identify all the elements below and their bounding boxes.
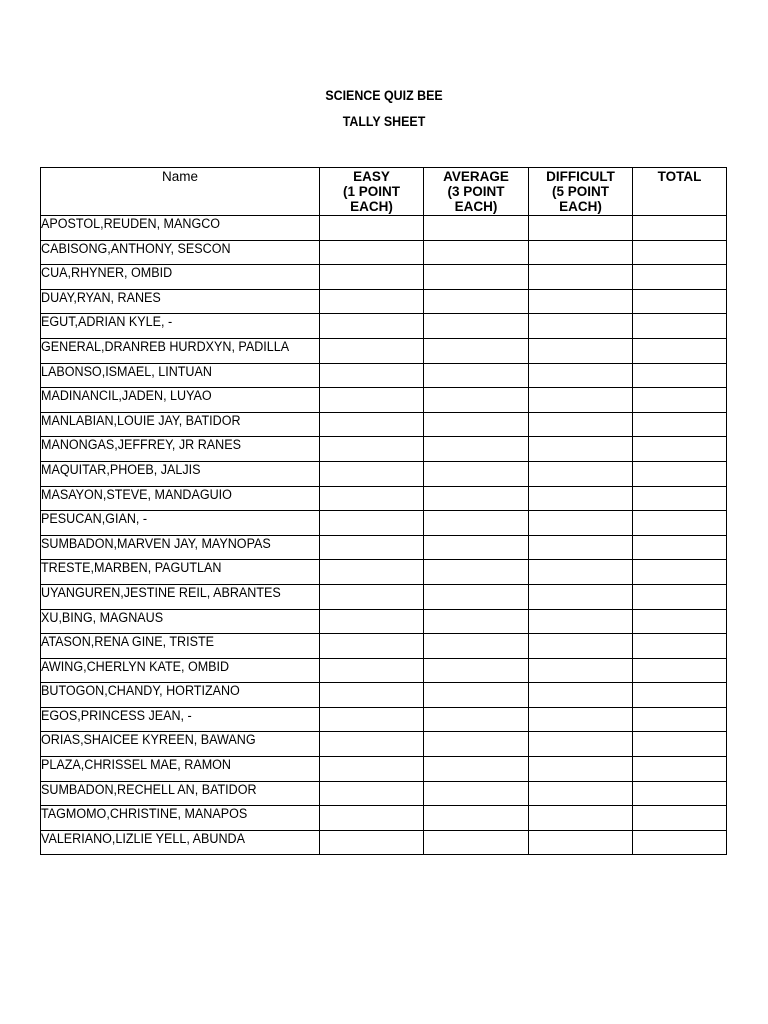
total-score-cell [633,584,727,609]
contestant-name-cell [41,314,320,339]
average-score-cell [424,240,529,265]
table-row [41,535,727,560]
average-score-cell [424,314,529,339]
contestant-name: CUA,RHYNER, OMBID [41,265,173,281]
total-score-cell [633,806,727,831]
difficult-score-cell [529,240,633,265]
total-score-cell [633,634,727,659]
contestant-name-cell [41,338,320,363]
easy-score-cell [320,289,424,314]
table-row [41,437,727,462]
easy-score-cell [320,314,424,339]
table-row [41,289,727,314]
average-score-cell [424,338,529,363]
difficult-score-cell [529,584,633,609]
contestant-name-cell [41,437,320,462]
contestant-name: MASAYON,STEVE, MANDAGUIO [41,486,232,502]
header-easy-line: (1 POINT [342,184,400,199]
easy-score-cell [320,486,424,511]
table-row [41,511,727,536]
table-row [41,658,727,683]
header-average [424,168,529,216]
contestant-name: ORIAS,SHAICEE KYREEN, BAWANG [41,732,256,748]
difficult-score-cell [529,683,633,708]
tally-table [40,167,727,855]
contestant-name: SUMBADON,RECHELL AN, BATIDOR [41,781,257,797]
average-score-cell [424,757,529,782]
contestant-name-cell [41,265,320,290]
contestant-name-cell [41,486,320,511]
easy-score-cell [320,388,424,413]
difficult-score-cell [529,461,633,486]
difficult-score-cell [529,289,633,314]
table-row [41,240,727,265]
difficult-score-cell [529,486,633,511]
header-difficult-line: EACH) [559,199,602,214]
average-score-cell [424,634,529,659]
average-score-cell [424,732,529,757]
average-score-cell [424,535,529,560]
table-row [41,634,727,659]
contestant-name-cell [41,634,320,659]
contestant-name: MANLABIAN,LOUIE JAY, BATIDOR [41,412,241,428]
header-difficult-line: DIFFICULT [546,169,615,184]
contestant-name: GENERAL,DRANREB HURDXYN, PADILLA [41,338,290,354]
table-row [41,338,727,363]
total-score-cell [633,757,727,782]
difficult-score-cell [529,732,633,757]
easy-score-cell [320,535,424,560]
difficult-score-cell [529,560,633,585]
easy-score-cell [320,634,424,659]
contestant-name: MADINANCIL,JADEN, LUYAO [41,388,212,404]
contestant-name: BUTOGON,CHANDY, HORTIZANO [41,683,240,699]
average-score-cell [424,781,529,806]
contestant-name: PLAZA,CHRISSEL MAE, RAMON [41,757,231,773]
difficult-score-cell [529,437,633,462]
average-score-cell [424,683,529,708]
total-score-cell [633,216,727,241]
easy-score-cell [320,461,424,486]
contestant-name: XU,BING, MAGNAUS [41,609,164,625]
difficult-score-cell [529,781,633,806]
average-score-cell [424,486,529,511]
table-row [41,314,727,339]
contestant-name: SUMBADON,MARVEN JAY, MAYNOPAS [41,535,271,551]
average-score-cell [424,707,529,732]
tally-body [41,216,727,855]
easy-score-cell [320,338,424,363]
header-easy-line: EACH) [350,199,393,214]
contestant-name: TRESTE,MARBEN, PAGUTLAN [41,560,222,576]
total-score-cell [633,560,727,585]
document-title: SCIENCE QUIZ BEE [325,88,443,103]
total-score-cell [633,363,727,388]
easy-score-cell [320,732,424,757]
header-easy-line: EASY [353,169,390,184]
table-row [41,461,727,486]
contestant-name-cell [41,289,320,314]
contestant-name-cell [41,584,320,609]
document-subtitle: TALLY SHEET [342,114,426,129]
difficult-score-cell [529,658,633,683]
contestant-name: CABISONG,ANTHONY, SESCON [41,240,231,256]
easy-score-cell [320,511,424,536]
average-score-cell [424,584,529,609]
easy-score-cell [320,806,424,831]
table-row [41,609,727,634]
contestant-name: AWING,CHERLYN KATE, OMBID [41,658,230,674]
header-difficult-line: (5 POINT [551,184,609,199]
total-score-cell [633,240,727,265]
easy-score-cell [320,265,424,290]
table-row [41,363,727,388]
contestant-name: DUAY,RYAN, RANES [41,289,161,305]
total-score-cell [633,289,727,314]
total-score-cell [633,535,727,560]
difficult-score-cell [529,511,633,536]
total-score-cell [633,461,727,486]
difficult-score-cell [529,535,633,560]
easy-score-cell [320,216,424,241]
header-average-line: AVERAGE [443,169,509,184]
total-score-cell [633,314,727,339]
contestant-name-cell [41,363,320,388]
easy-score-cell [320,781,424,806]
total-score-cell [633,830,727,855]
average-score-cell [424,363,529,388]
difficult-score-cell [529,363,633,388]
header-row [41,168,727,216]
easy-score-cell [320,437,424,462]
contestant-name-cell [41,732,320,757]
total-score-cell [633,437,727,462]
difficult-score-cell [529,757,633,782]
contestant-name-cell [41,658,320,683]
total-score-cell [633,338,727,363]
contestant-name: EGUT,ADRIAN KYLE, - [41,314,173,330]
table-row [41,388,727,413]
header-average-line: (3 POINT [447,184,505,199]
contestant-name: PESUCAN,GIAN, - [41,511,148,527]
easy-score-cell [320,830,424,855]
difficult-score-cell [529,806,633,831]
average-score-cell [424,265,529,290]
difficult-score-cell [529,634,633,659]
total-score-cell [633,388,727,413]
contestant-name: MANONGAS,JEFFREY, JR RANES [41,437,241,453]
table-row [41,486,727,511]
difficult-score-cell [529,314,633,339]
average-score-cell [424,511,529,536]
difficult-score-cell [529,412,633,437]
easy-score-cell [320,683,424,708]
difficult-score-cell [529,609,633,634]
table-row [41,216,727,241]
table-row [41,412,727,437]
contestant-name-cell [41,609,320,634]
total-score-cell [633,609,727,634]
contestant-name-cell [41,757,320,782]
contestant-name-cell [41,830,320,855]
contestant-name-cell [41,560,320,585]
total-score-cell [633,707,727,732]
total-score-cell [633,781,727,806]
table-row [41,781,727,806]
total-score-cell [633,658,727,683]
contestant-name-cell [41,511,320,536]
total-score-cell [633,412,727,437]
header-total [633,168,727,216]
header-average-line: EACH) [454,199,498,214]
average-score-cell [424,412,529,437]
total-score-cell [633,683,727,708]
table-row [41,683,727,708]
contestant-name: TAGMOMO,CHRISTINE, MANAPOS [41,806,248,822]
easy-score-cell [320,658,424,683]
contestant-name-cell [41,240,320,265]
contestant-name-cell [41,535,320,560]
total-score-cell [633,511,727,536]
contestant-name: VALERIANO,LIZLIE YELL, ABUNDA [41,830,245,846]
contestant-name-cell [41,412,320,437]
difficult-score-cell [529,216,633,241]
easy-score-cell [320,560,424,585]
table-row [41,732,727,757]
average-score-cell [424,609,529,634]
contestant-name-cell [41,707,320,732]
average-score-cell [424,216,529,241]
easy-score-cell [320,412,424,437]
header-difficult [529,168,633,216]
table-row [41,806,727,831]
easy-score-cell [320,609,424,634]
easy-score-cell [320,584,424,609]
difficult-score-cell [529,338,633,363]
table-row [41,560,727,585]
total-score-cell [633,486,727,511]
contestant-name: MAQUITAR,PHOEB, JALJIS [41,461,201,477]
average-score-cell [424,461,529,486]
contestant-name-cell [41,461,320,486]
contestant-name-cell [41,216,320,241]
contestant-name: LABONSO,ISMAEL, LINTUAN [41,363,212,379]
easy-score-cell [320,757,424,782]
difficult-score-cell [529,707,633,732]
easy-score-cell [320,363,424,388]
table-row [41,707,727,732]
contestant-name-cell [41,388,320,413]
average-score-cell [424,560,529,585]
difficult-score-cell [529,830,633,855]
contestant-name: ATASON,RENA GINE, TRISTE [41,634,215,650]
easy-score-cell [320,240,424,265]
contestant-name-cell [41,806,320,831]
average-score-cell [424,289,529,314]
difficult-score-cell [529,388,633,413]
header-easy [320,168,424,216]
easy-score-cell [320,707,424,732]
header-name [41,168,320,216]
header-name-line: Name [161,169,198,184]
difficult-score-cell [529,265,633,290]
average-score-cell [424,806,529,831]
contestant-name: APOSTOL,REUDEN, MANGCO [41,216,221,231]
total-score-cell [633,265,727,290]
average-score-cell [424,388,529,413]
contestant-name: UYANGUREN,JESTINE REIL, ABRANTES [41,584,281,600]
average-score-cell [424,830,529,855]
total-score-cell [633,732,727,757]
contestant-name-cell [41,781,320,806]
average-score-cell [424,437,529,462]
header-total-line: TOTAL [657,169,702,184]
table-row [41,757,727,782]
table-row [41,265,727,290]
table-row [41,584,727,609]
table-row [41,830,727,855]
average-score-cell [424,658,529,683]
contestant-name-cell [41,683,320,708]
contestant-name: EGOS,PRINCESS JEAN, - [41,707,192,723]
